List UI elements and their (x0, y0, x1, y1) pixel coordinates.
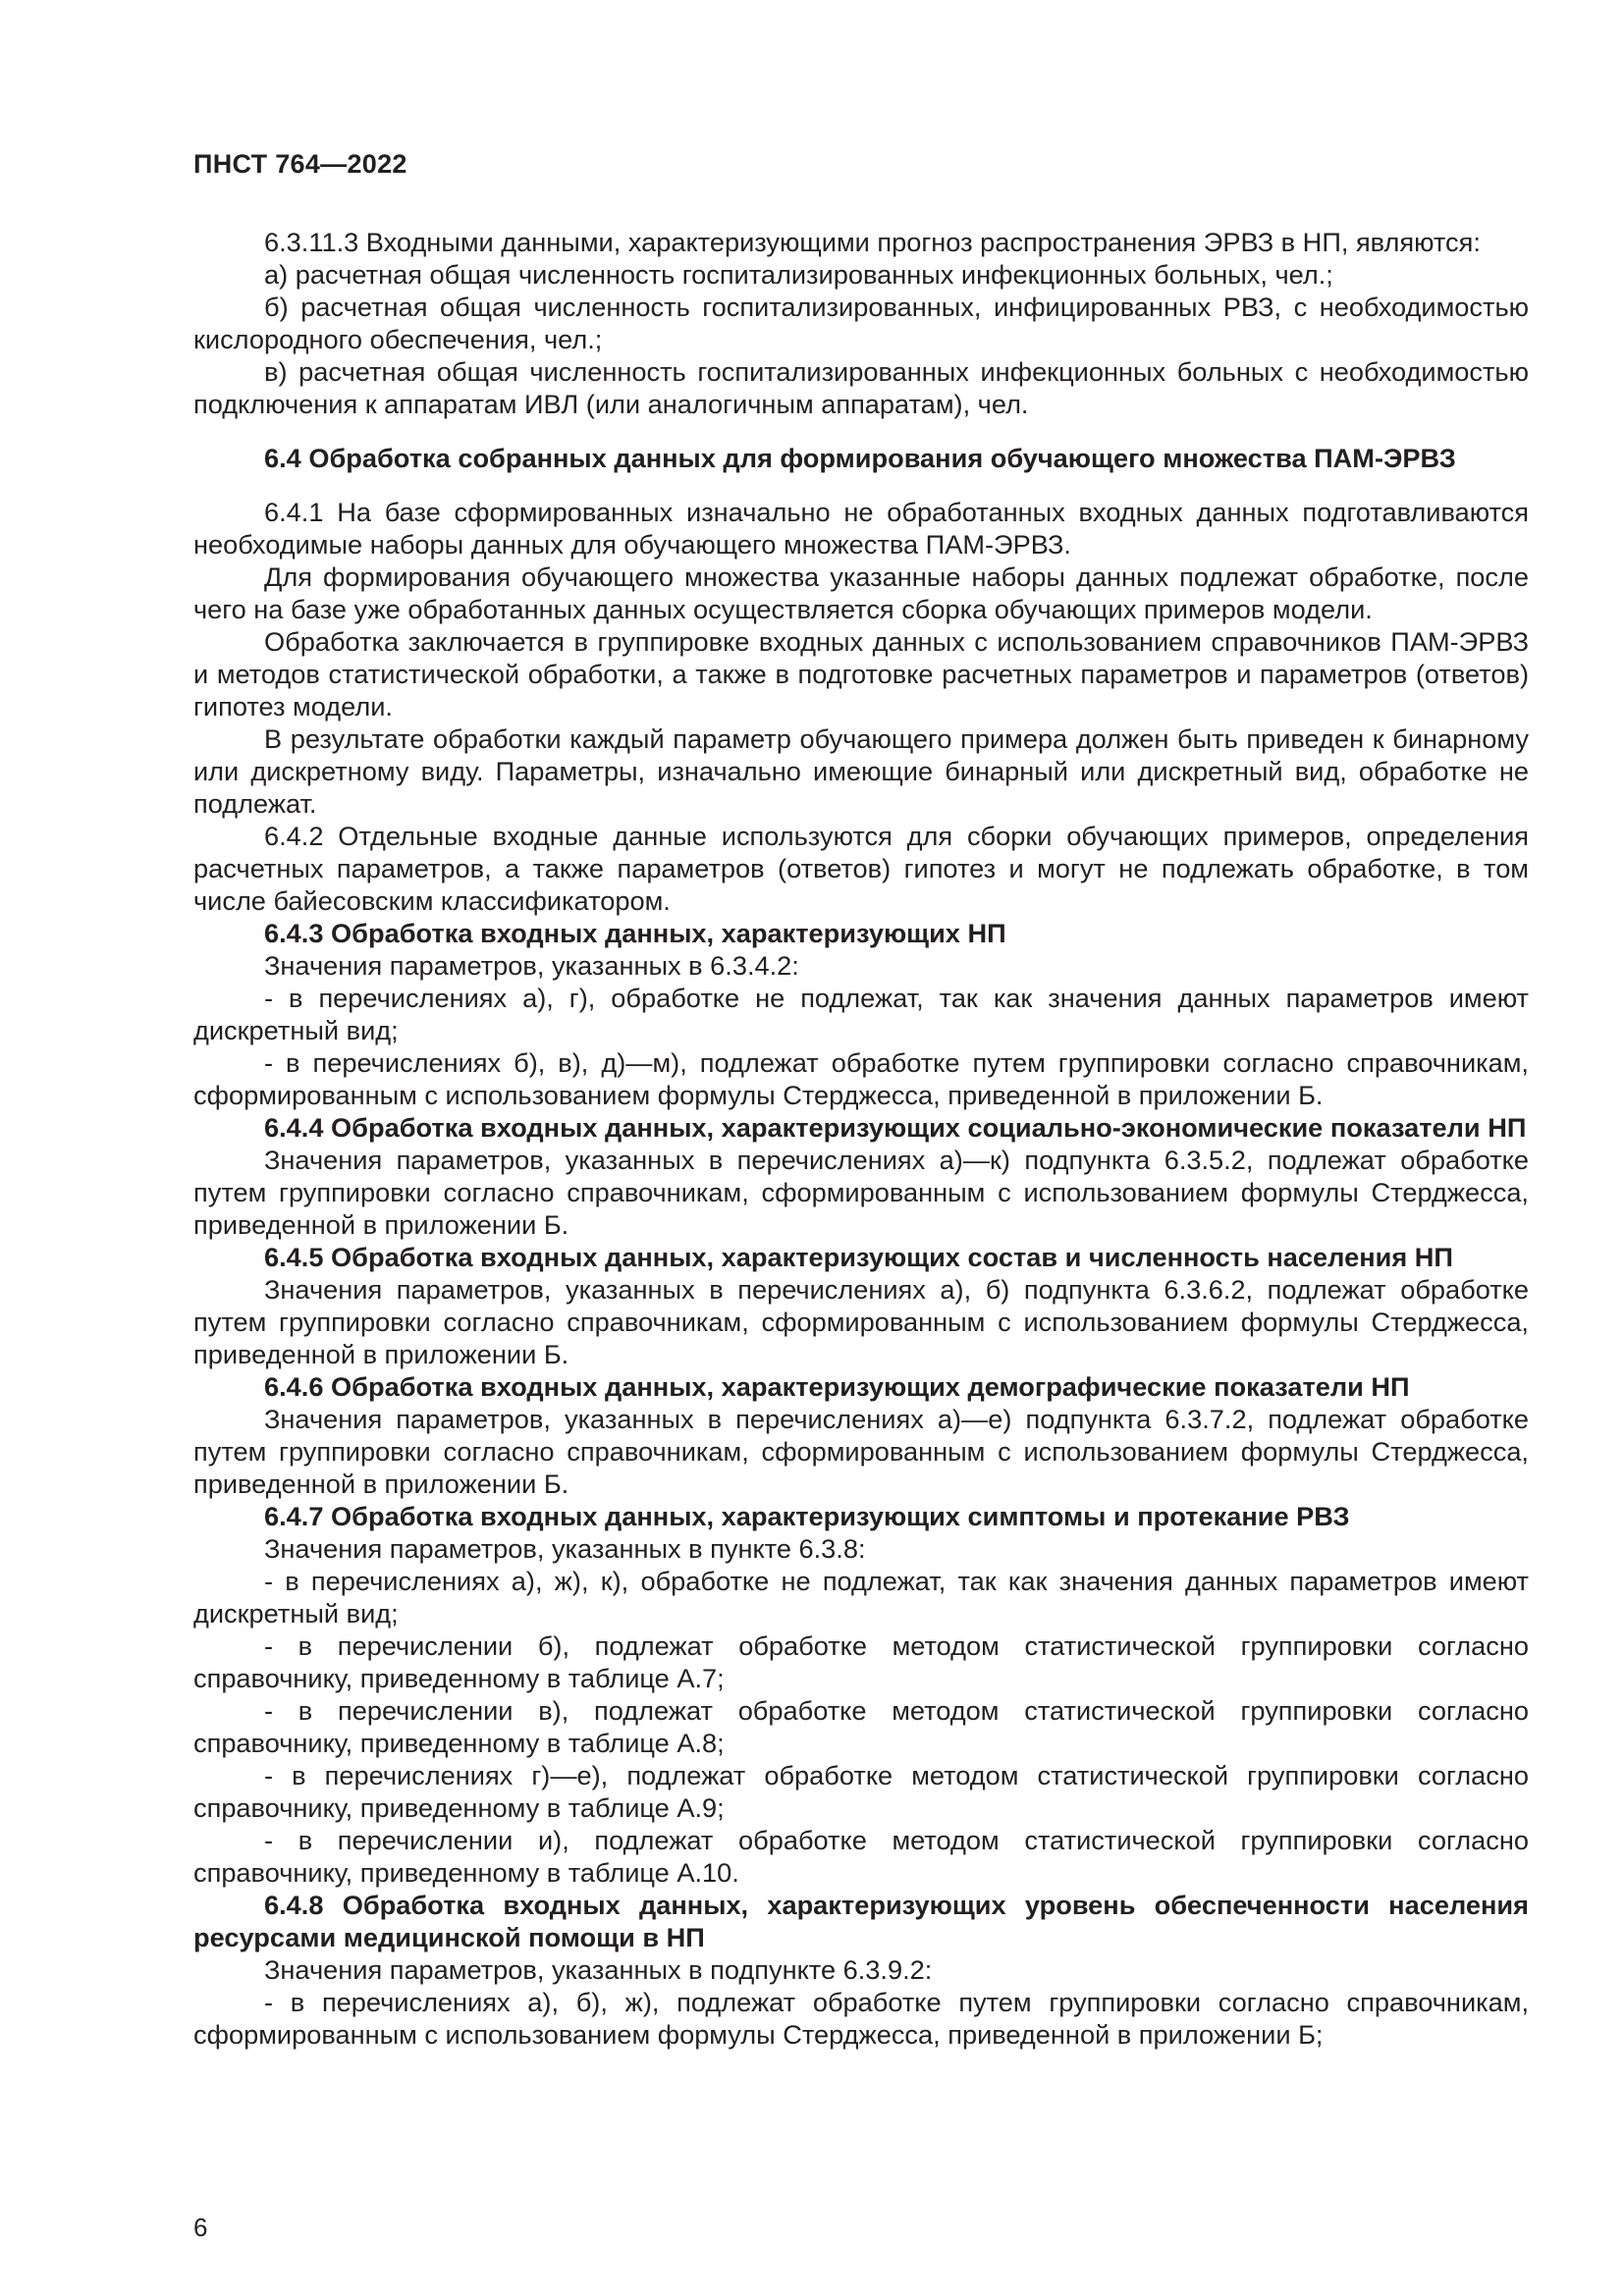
paragraph: Для формирования обучающего множества указанные наборы данных подлежат обработке, после чего на базе уже обработанных данных осуществляется сборка обучающих примеров модели. (193, 561, 1529, 624)
paragraph: 6.4.2 Отдельные входные данные используются для сборки обучающих примеров, определения расчетных параметров, а также параметров (ответов) гипотез и могут не подлежать обработке, в том числе байесовским классификатором. (193, 821, 1529, 916)
paragraph: Значения параметров, указанных в перечислениях а)—к) подпункта 6.3.5.2, подлежат обработке путем группировки согласно справочникам, сформированным с использованием формулы Стерджесса, приведенной в приложении Б. (193, 1145, 1529, 1240)
document-header-code: ПНСТ 764—2022 (193, 149, 407, 179)
subsection-heading: 6.4.6 Обработка входных данных, характеризующих демографические показатели НП (264, 1371, 1410, 1402)
list-item: - в перечислении и), подлежат обработке методом статистической группировки согласно справочнику, приведенному в таблице А.10. (193, 1825, 1529, 1888)
paragraph: Значения параметров, указанных в перечислениях а), б) подпункта 6.3.6.2, подлежат обработке путем группировки согласно справочникам, сформированным с использованием формулы Стерджесса, приведенной в приложении Б. (193, 1274, 1529, 1369)
paragraph: Значения параметров, указанных в перечислениях а)—е) подпункта 6.3.7.2, подлежат обработке путем группировки согласно справочникам, сформированным с использованием формулы Стерджесса, приведенной в приложении Б. (193, 1404, 1529, 1499)
list-item: б) расчетная общая численность госпитализированных, инфицированных РВЗ, с необходимостью кислородного обеспечения, чел.; (193, 292, 1529, 354)
subsection-heading: 6.4.5 Обработка входных данных, характеризующих состав и численность населения НП (264, 1242, 1453, 1272)
paragraph: В результате обработки каждый параметр обучающего примера должен быть приведен к бинарному или дискретному виду. Параметры, изначально имеющие бинарный или дискретный вид, обработке не подлежат. (193, 723, 1529, 819)
paragraph: Значения параметров, указанных в подпункте 6.3.9.2: (264, 1954, 933, 1985)
list-item: в) расчетная общая численность госпитализированных инфекционных больных с необходимостью подключения к аппаратам ИВЛ (или аналогичным аппаратам), чел. (193, 356, 1529, 419)
list-item: а) расчетная общая численность госпитализированных инфекционных больных, чел.; (264, 259, 1333, 290)
document-body (193, 226, 1529, 2051)
subsection-heading: 6.4.8 Обработка входных данных, характеризующих уровень обеспеченности населения ресурсами медицинской помощи в НП (193, 1890, 1529, 1952)
list-item: - в перечислениях г)—е), подлежат обработке методом статистической группировки согласно справочнику, приведенному в таблице А.9; (193, 1760, 1529, 1823)
list-item: - в перечислениях а), б), ж), подлежат обработке путем группировки согласно справочникам, сформированным с использованием формулы Стерджесса, приведенной в приложении Б; (193, 1987, 1529, 2050)
page-number: 6 (193, 2213, 208, 2242)
list-item: - в перечислении б), подлежат обработке методом статистической группировки согласно справочнику, приведенному в таблице А.7; (193, 1630, 1529, 1693)
list-item: - в перечислениях б), в), д)—м), подлежат обработке путем группировки согласно справочникам, сформированным с использованием формулы Стерджесса, приведенной в приложении Б. (193, 1047, 1529, 1110)
paragraph: 6.3.11.3 Входными данными, характеризующими прогноз распространения ЭРВЗ в НП, являются: (264, 227, 1481, 257)
list-item: - в перечислениях а), ж), к), обработке не подлежат, так как значения данных параметров имеют дискретный вид; (193, 1566, 1529, 1629)
section-heading: 6.4 Обработка собранных данных для формирования обучающего множества ПАМ-ЭРВЗ (264, 443, 1456, 473)
subsection-heading: 6.4.4 Обработка входных данных, характеризующих социально-экономические показатели НП (264, 1112, 1527, 1143)
list-item: - в перечислении в), подлежат обработке методом статистической группировки согласно справочнику, приведенному в таблице А.8; (193, 1695, 1529, 1758)
paragraph: 6.4.1 На базе сформированных изначально не обработанных входных данных подготавливаются необходимые наборы данных для обучающего множества ПАМ-ЭРВЗ. (193, 497, 1529, 560)
subsection-heading: 6.4.3 Обработка входных данных, характеризующих НП (264, 918, 1006, 948)
paragraph: Значения параметров, указанных в 6.3.4.2: (264, 950, 799, 981)
paragraph: Значения параметров, указанных в пункте 6.3.8: (264, 1533, 866, 1564)
paragraph: Обработка заключается в группировке входных данных с использованием справочников ПАМ-ЭРВЗ и методов статистической обработки, а также в подготовке расчетных параметров и параметров (ответов) гипотез модели. (193, 626, 1529, 721)
list-item: - в перечислениях а), г), обработке не подлежат, так как значения данных параметров имеют дискретный вид; (193, 983, 1529, 1045)
subsection-heading: 6.4.7 Обработка входных данных, характеризующих симптомы и протекание РВЗ (264, 1501, 1350, 1531)
